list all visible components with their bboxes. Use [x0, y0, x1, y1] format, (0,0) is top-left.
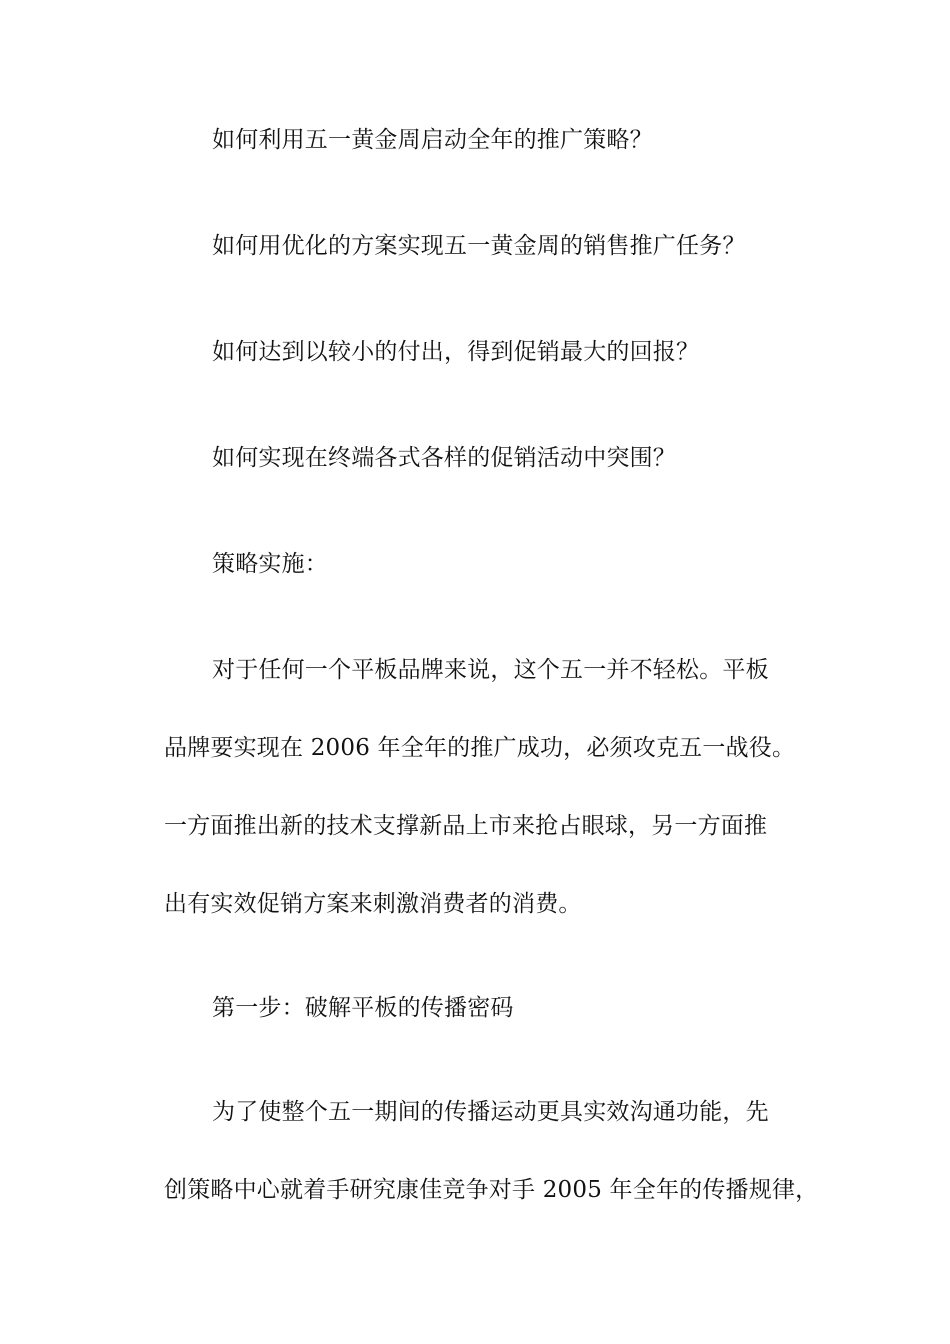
question-line-3: 如何达到以较小的付出，得到促销最大的回报？: [212, 339, 700, 365]
paragraph-1-line-1: 对于任何一个平板品牌来说，这个五一并不轻松。平板: [212, 657, 769, 683]
paragraph-2-line-1: 为了使整个五一期间的传播运动更具实效沟通功能，先: [212, 1099, 769, 1125]
question-line-4: 如何实现在终端各式各样的促销活动中突围？: [212, 445, 676, 471]
section-heading-strategy: 策略实施：: [212, 551, 328, 577]
question-line-1: 如何利用五一黄金周启动全年的推广策略？: [212, 127, 653, 153]
paragraph-1-line-3: 一方面推出新的技术支撑新品上市来抢占眼球，另一方面推: [164, 813, 768, 839]
question-line-2: 如何用优化的方案实现五一黄金周的销售推广任务？: [212, 233, 746, 259]
paragraph-1-line-2: 品牌要实现在 2006 年全年的推广成功，必须攻克五一战役。: [164, 735, 796, 761]
paragraph-1-line-4: 出有实效促销方案来刺激消费者的消费。: [164, 891, 582, 917]
paragraph-2-line-2: 创策略中心就着手研究康佳竞争对手 2005 年全年的传播规律，: [164, 1177, 819, 1203]
section-heading-step-1: 第一步：破解平板的传播密码: [212, 995, 514, 1021]
